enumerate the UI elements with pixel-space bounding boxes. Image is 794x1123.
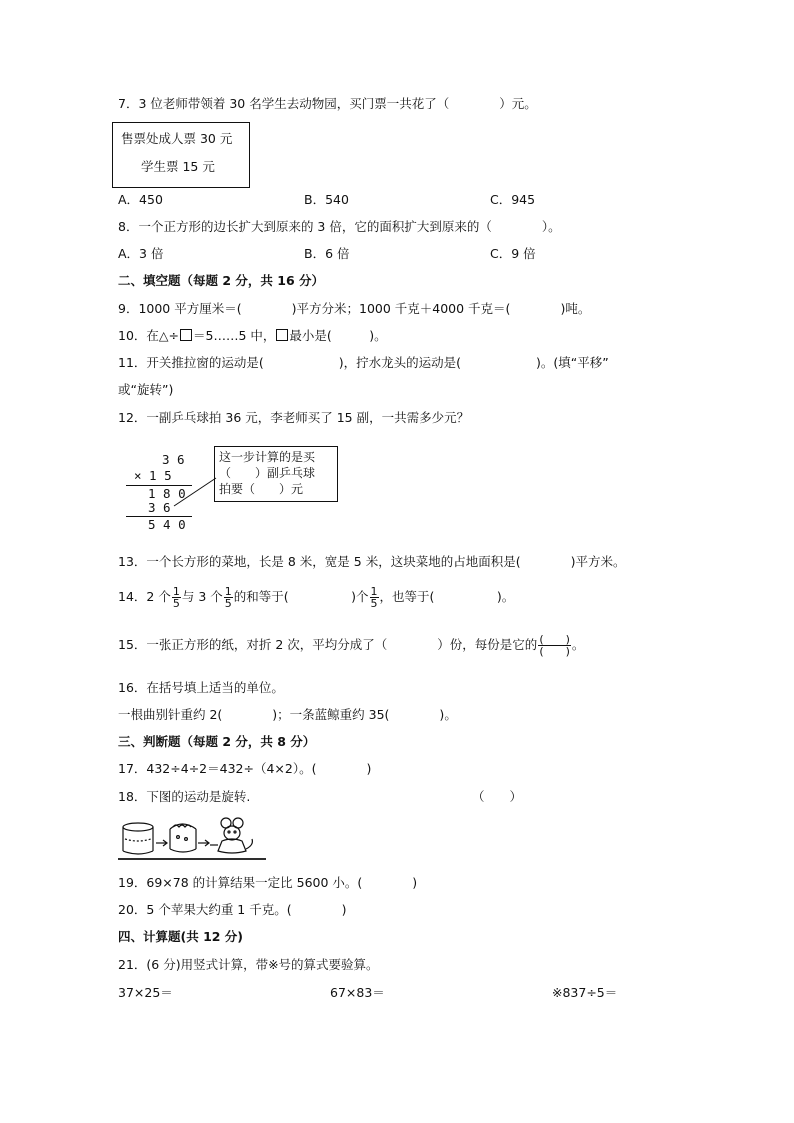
student-ticket-price: 学生票 15 元 — [141, 159, 215, 174]
question-11-line-1: 11．开关推拉窗的运动是( )，拧水龙头的运动是( )。(填“平移” — [118, 355, 609, 370]
fraction-one-fifth: $\frac{1}{5}$ — [172, 585, 180, 610]
question-20: 20．5 个苹果大约重 1 千克。( ) — [118, 902, 347, 917]
callout-line-3: 拍要（ ）元 — [219, 482, 304, 496]
question-11-line-2: 或“旋转”) — [118, 382, 174, 397]
question-9: 9．1000 平方厘米＝( )平方分米；1000 千克＋4000 千克＝( )吨。 — [118, 301, 591, 316]
q7-option-a[interactable]: A．450 — [118, 192, 163, 207]
question-19: 19．69×78 的计算结果一定比 5600 小。( ) — [118, 875, 418, 890]
question-17: 17．432÷4÷2＝432÷（4×2）。( ) — [118, 761, 372, 776]
partial-product-2: 3 6 — [148, 500, 171, 515]
multiplicand: 3 6 — [162, 452, 185, 467]
multiplier: × 1 5 — [134, 468, 172, 483]
square-icon — [276, 329, 288, 341]
q14-part-d: ，也等于( )。 — [379, 589, 515, 604]
q15-text: 15．一张正方形的纸，对折 2 次，平均分成了（ ）份，每份是它的 — [118, 637, 538, 652]
q8-option-c[interactable]: C．9 倍 — [490, 246, 536, 261]
callout-line-1: 这一步计算的是买 — [219, 450, 316, 464]
question-12: 12．一副乒乓球拍 36 元，李老师买了 15 副，一共需多少元？ — [118, 410, 470, 425]
square-icon — [180, 329, 192, 341]
question-14 — [118, 582, 514, 612]
calc-item-2: 67×83＝ — [330, 985, 385, 1000]
section-4-heading: 四、计算题(共 12 分) — [118, 929, 244, 944]
q14-part-b: 与 3 个 — [181, 589, 223, 604]
q10-part-b: ＝5……5 中， — [193, 328, 276, 343]
calc-item-3: ※837÷5＝ — [552, 985, 618, 1000]
motion-illustration — [118, 815, 268, 861]
q7-option-c[interactable]: C．945 — [490, 192, 536, 207]
product: 5 4 0 — [148, 517, 186, 532]
blank-fraction[interactable]: $\frac{( )}{( )}$ — [539, 633, 570, 658]
question-10 — [118, 328, 387, 344]
question-7: 7．3 位老师带领着 30 名学生去动物园，买门票一共花了（ ）元。 — [118, 96, 537, 111]
q15-end: 。 — [571, 637, 585, 652]
q7-option-b[interactable]: B．540 — [304, 192, 349, 207]
question-16-line-2: 一根曲别针重约 2( )；一条蓝鲸重约 35( )。 — [118, 707, 457, 722]
q14-part-a: 14．2 个 — [118, 589, 171, 604]
q8-option-b[interactable]: B．6 倍 — [304, 246, 350, 261]
callout-line-2: （ ）副乒乓球 — [219, 466, 316, 480]
q10-part-c: 最小是( )。 — [289, 328, 387, 343]
question-16: 16．在括号填上适当的单位。 — [118, 680, 284, 695]
callout-box — [214, 446, 338, 502]
ticket-notice-box — [112, 122, 250, 188]
section-2-heading: 二、填空题（每题 2 分，共 16 分） — [118, 273, 325, 288]
adult-ticket-price: 售票处成人票 30 元 — [121, 131, 233, 146]
question-18: 18．下图的运动是旋转. — [118, 789, 251, 804]
question-15 — [118, 630, 584, 660]
q14-part-c: 的和等于( )个 — [233, 589, 369, 604]
calc-item-1: 37×25＝ — [118, 985, 173, 1000]
fraction-one-fifth: $\frac{1}{5}$ — [370, 585, 378, 610]
partial-product-1: 1 8 0 — [148, 486, 186, 501]
question-13: 13．一个长方形的菜地，长是 8 米，宽是 5 米，这块菜地的占地面积是( )平方米。 — [118, 554, 626, 569]
question-21: 21．(6 分)用竖式计算，带※号的算式要验算。 — [118, 957, 379, 972]
section-3-heading: 三、判断题（每题 2 分，共 8 分） — [118, 734, 316, 749]
question-8: 8．一个正方形的边长扩大到原来的 3 倍，它的面积扩大到原来的（ ）。 — [118, 219, 561, 234]
fraction-one-fifth: $\frac{1}{5}$ — [224, 585, 232, 610]
q10-part-a: 10．在△÷ — [118, 328, 179, 343]
q8-option-a[interactable]: A．3 倍 — [118, 246, 164, 261]
question-18-answer-paren: （ ） — [472, 789, 523, 804]
